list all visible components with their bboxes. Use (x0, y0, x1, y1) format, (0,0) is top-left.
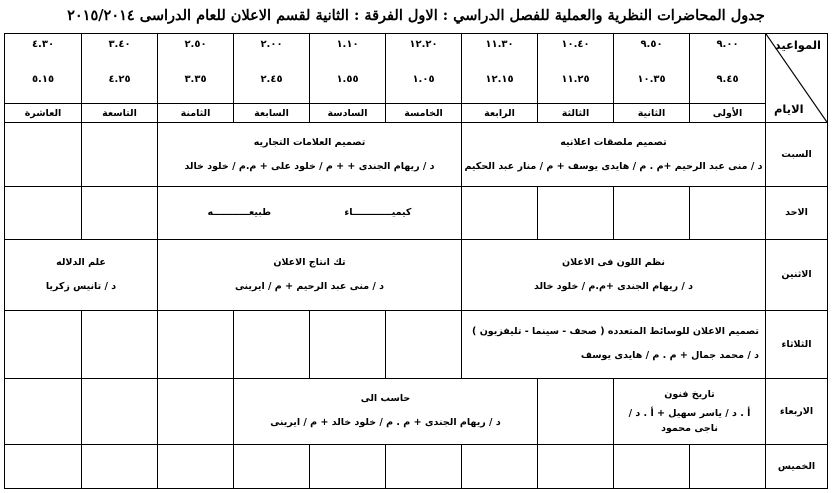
course-instructors: ناجى محمود (661, 422, 718, 434)
slot-name: التاسعة (82, 103, 157, 121)
slot-start: ٩.٠٠ (716, 39, 739, 51)
course-cell (614, 378, 766, 445)
slot-name: السابعة (234, 103, 309, 121)
day-row-wednesday (5, 378, 828, 445)
course-cell (462, 239, 766, 310)
slot-start: ٣.٤٠ (108, 39, 131, 51)
corner-cell (766, 34, 828, 123)
slot-name: العاشرة (5, 103, 81, 121)
day-label: الاربعاء (766, 378, 828, 445)
slot-header (82, 34, 158, 123)
header-row (5, 34, 828, 123)
empty-cell (538, 187, 614, 240)
slot-end: ١.٥٥ (336, 74, 359, 86)
slot-start: ٩.٥٠ (640, 39, 663, 51)
course-cell (5, 239, 158, 310)
course-instructors: د / محمد جمال + م . م / هايدى يوسف (580, 350, 759, 362)
slot-header (690, 34, 766, 123)
slot-header (462, 34, 538, 123)
slot-header (5, 34, 82, 123)
course-instructors: د / ريهام الجندى + + م / خلود على + م.م / خلود خالد (184, 160, 435, 172)
course-title: كيميــــــــــــاء (344, 206, 412, 218)
slot-end: ٩.٤٥ (716, 74, 739, 86)
slot-name: الثانية (614, 103, 689, 121)
empty-cell (5, 445, 82, 489)
day-row-sunday (5, 187, 828, 240)
empty-cell (538, 445, 614, 489)
slot-end: ٣.٣٥ (184, 74, 207, 86)
empty-cell (82, 187, 158, 240)
empty-cell (690, 187, 766, 240)
day-label: الاثنين (766, 239, 828, 310)
page-title: جدول المحاضرات النظرية والعملية للفصل الدراسي : الاول الفرقة : الثانية لقسم الاعلان للعام الدراسى ٢٠١٥/٢٠١٤ (67, 7, 765, 24)
slot-end: ٥.١٥ (31, 74, 55, 86)
slot-header (614, 34, 690, 123)
empty-cell (82, 378, 158, 445)
empty-cell (538, 378, 614, 445)
day-row-tuesday (5, 310, 828, 378)
course-cell (158, 239, 462, 310)
course-cell (158, 187, 462, 240)
empty-cell (690, 445, 766, 489)
course-cell (462, 123, 766, 187)
empty-cell (234, 310, 310, 378)
slot-end: ١٠.٣٥ (637, 74, 666, 86)
empty-cell (310, 310, 386, 378)
course-title: تك انتاج الاعلان (273, 256, 346, 268)
schedule-table (4, 33, 828, 489)
empty-cell (234, 445, 310, 489)
slot-start: ٢.٥٠ (184, 39, 207, 51)
course-instructors: د / ريهام الجندى +م.م / خلود خالد (533, 280, 694, 292)
slot-name: الأولى (690, 103, 765, 121)
slot-header (158, 34, 234, 123)
course-instructors: أ . د / ياسر سهيل + أ . د / (628, 407, 751, 419)
slot-end: ٢.٤٥ (260, 74, 283, 86)
slot-end: ١.٠٥ (412, 74, 435, 86)
slot-header (234, 34, 310, 123)
slot-name: الخامسة (386, 103, 461, 121)
day-label: الخميس (766, 445, 828, 489)
empty-cell (614, 187, 690, 240)
empty-cell (158, 378, 234, 445)
empty-cell (158, 445, 234, 489)
course-instructors: د / ريهام الجندى + م . م / خلود خالد + م / ايرينى (270, 417, 501, 429)
slot-start: ١.١٠ (336, 39, 359, 51)
slot-end: ١١.٢٥ (561, 74, 590, 86)
day-row-saturday (5, 123, 828, 187)
course-title: علم الدلاله (56, 256, 106, 268)
empty-cell (5, 123, 82, 187)
empty-cell (82, 445, 158, 489)
slot-header (538, 34, 614, 123)
empty-cell (5, 187, 82, 240)
course-title: نظم اللون فى الاعلان (562, 256, 665, 268)
course-cell (158, 123, 462, 187)
slot-header (310, 34, 386, 123)
slot-name: السادسة (310, 103, 385, 121)
course-title: حاسب الى (360, 393, 411, 405)
slot-name: الثالثة (538, 103, 613, 121)
slot-end: ٤.٢٥ (108, 74, 131, 86)
course-instructors: د / منى عبد الرحيم + م / ايرينى (234, 280, 385, 292)
course-instructors: د / تانيس زكريا (45, 280, 117, 292)
empty-cell (462, 187, 538, 240)
empty-cell (5, 378, 82, 445)
course-title: تصميم الاعلان للوسائط المتعدده ( صحف - سينما - تليفزيون ) (472, 326, 759, 338)
empty-cell (82, 310, 158, 378)
empty-cell (462, 445, 538, 489)
slot-name: الرابعة (462, 103, 537, 121)
day-row-monday (5, 239, 828, 310)
course-title: تاريخ فنون (664, 388, 715, 400)
course-title: تصميم ملصقات اعلانيه (560, 136, 667, 148)
slot-start: ١٢.٢٠ (409, 39, 438, 51)
empty-cell (82, 123, 158, 187)
slot-header (386, 34, 462, 123)
slot-name: الثامنة (158, 103, 233, 121)
empty-cell (614, 445, 690, 489)
day-label: الاحد (766, 187, 828, 240)
slot-end: ١٢.١٥ (485, 74, 514, 86)
slot-start: ٢.٠٠ (260, 39, 283, 51)
course-cell (234, 378, 538, 445)
times-label: المواعيد (774, 38, 821, 52)
day-label: السبت (766, 123, 828, 187)
empty-cell (386, 445, 462, 489)
slot-start: ١٠.٤٠ (561, 39, 590, 51)
empty-cell (310, 445, 386, 489)
slot-start: ٤.٣٠ (31, 39, 55, 51)
course-title: طبيعـــــــــــه (207, 206, 272, 218)
course-cell (462, 310, 766, 378)
day-label: الثلاثاء (766, 310, 828, 378)
course-instructors: د / منى عبد الرحيم +م . م / هايدى يوسف + م / منار عبد الحكيم (464, 160, 763, 172)
day-row-thursday (5, 445, 828, 489)
slot-start: ١١.٣٠ (485, 39, 514, 51)
days-label: الايام (774, 102, 804, 117)
empty-cell (5, 310, 82, 378)
empty-cell (158, 310, 234, 378)
course-title: تصميم العلامات التجاريه (253, 136, 366, 148)
empty-cell (386, 310, 462, 378)
